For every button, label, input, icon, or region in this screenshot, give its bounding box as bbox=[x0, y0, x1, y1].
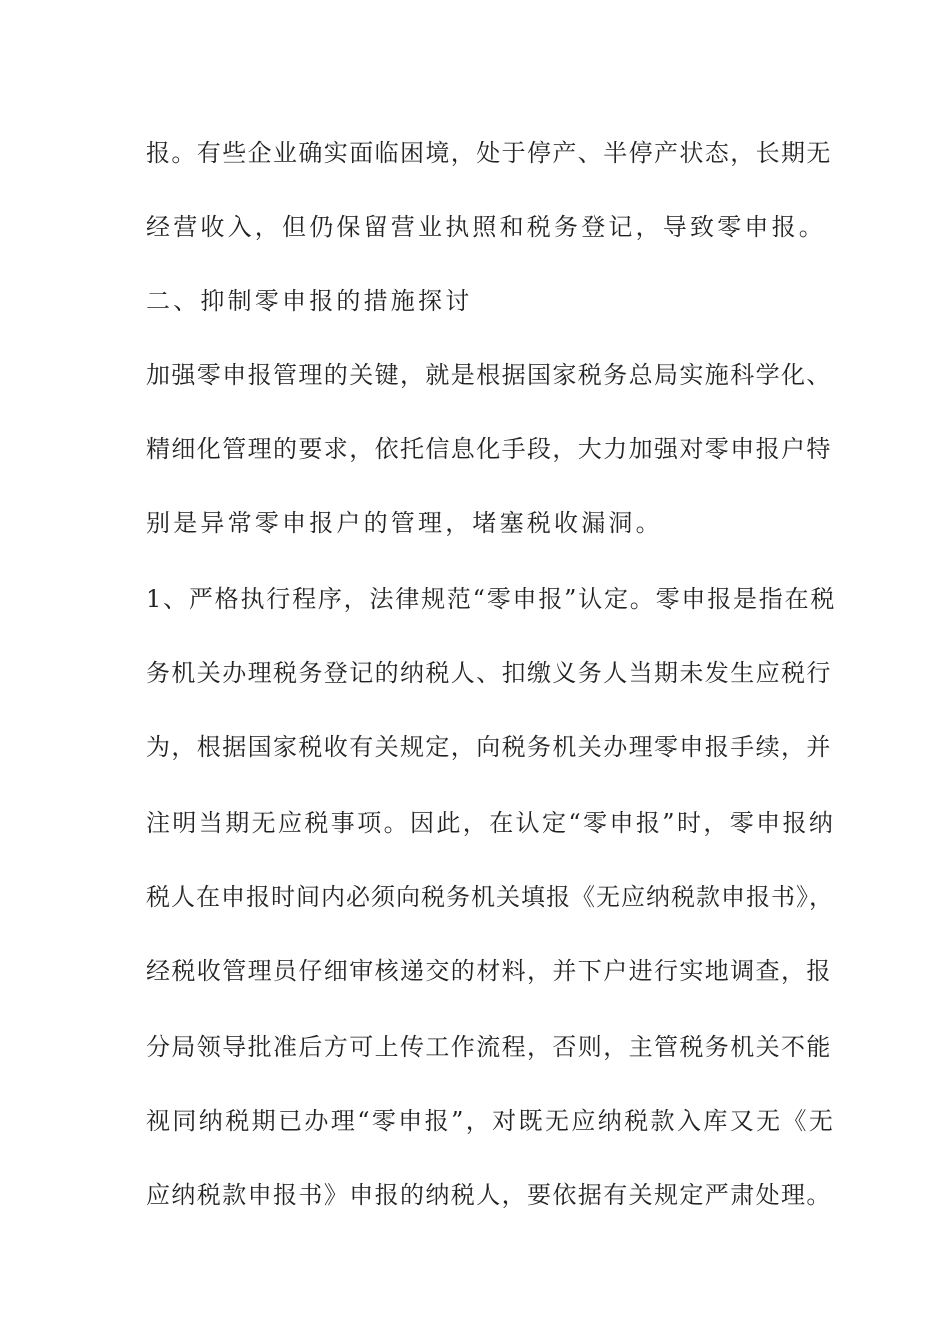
paragraph-line: 1、严格执行程序，法律规范“零申报”认定。零申报是指在税 bbox=[146, 585, 837, 613]
paragraph-line: 务机关办理税务登记的纳税人、扣缴义务人当期未发生应税行 bbox=[146, 659, 832, 687]
section-heading: 二、抑制零申报的措施探讨 bbox=[146, 287, 473, 315]
paragraph-line: 分局领导批准后方可上传工作流程，否则，主管税务机关不能 bbox=[146, 1033, 832, 1061]
paragraph-line: 别是异常零申报户的管理，堵塞税收漏洞。 bbox=[146, 509, 663, 537]
paragraph-line: 加强零申报管理的关键，就是根据国家税务总局实施科学化、 bbox=[146, 361, 832, 389]
paragraph-line: 经营收入，但仍保留营业执照和税务登记，导致零申报。 bbox=[146, 213, 826, 241]
paragraph-line: 应纳税款申报书》申报的纳税人，要依据有关规定严肃处理。 bbox=[146, 1181, 832, 1209]
paragraph-line: 经税收管理员仔细审核递交的材料，并下户进行实地调查，报 bbox=[146, 957, 832, 985]
paragraph-line: 报。有些企业确实面临困境，处于停产、半停产状态，长期无 bbox=[146, 139, 832, 167]
paragraph-line: 税人在申报时间内必须向税务机关填报《无应纳税款申报书》， bbox=[146, 883, 834, 911]
paragraph-line: 为，根据国家税收有关规定，向税务机关办理零申报手续，并 bbox=[146, 733, 832, 761]
paragraph-line: 视同纳税期已办理“零申报”，对既无应纳税款入库又无《无 bbox=[146, 1107, 836, 1135]
paragraph-line: 精细化管理的要求，依托信息化手段，大力加强对零申报户特 bbox=[146, 435, 832, 463]
paragraph-line: 注明当期无应税事项。因此，在认定“零申报”时，零申报纳 bbox=[146, 809, 836, 837]
